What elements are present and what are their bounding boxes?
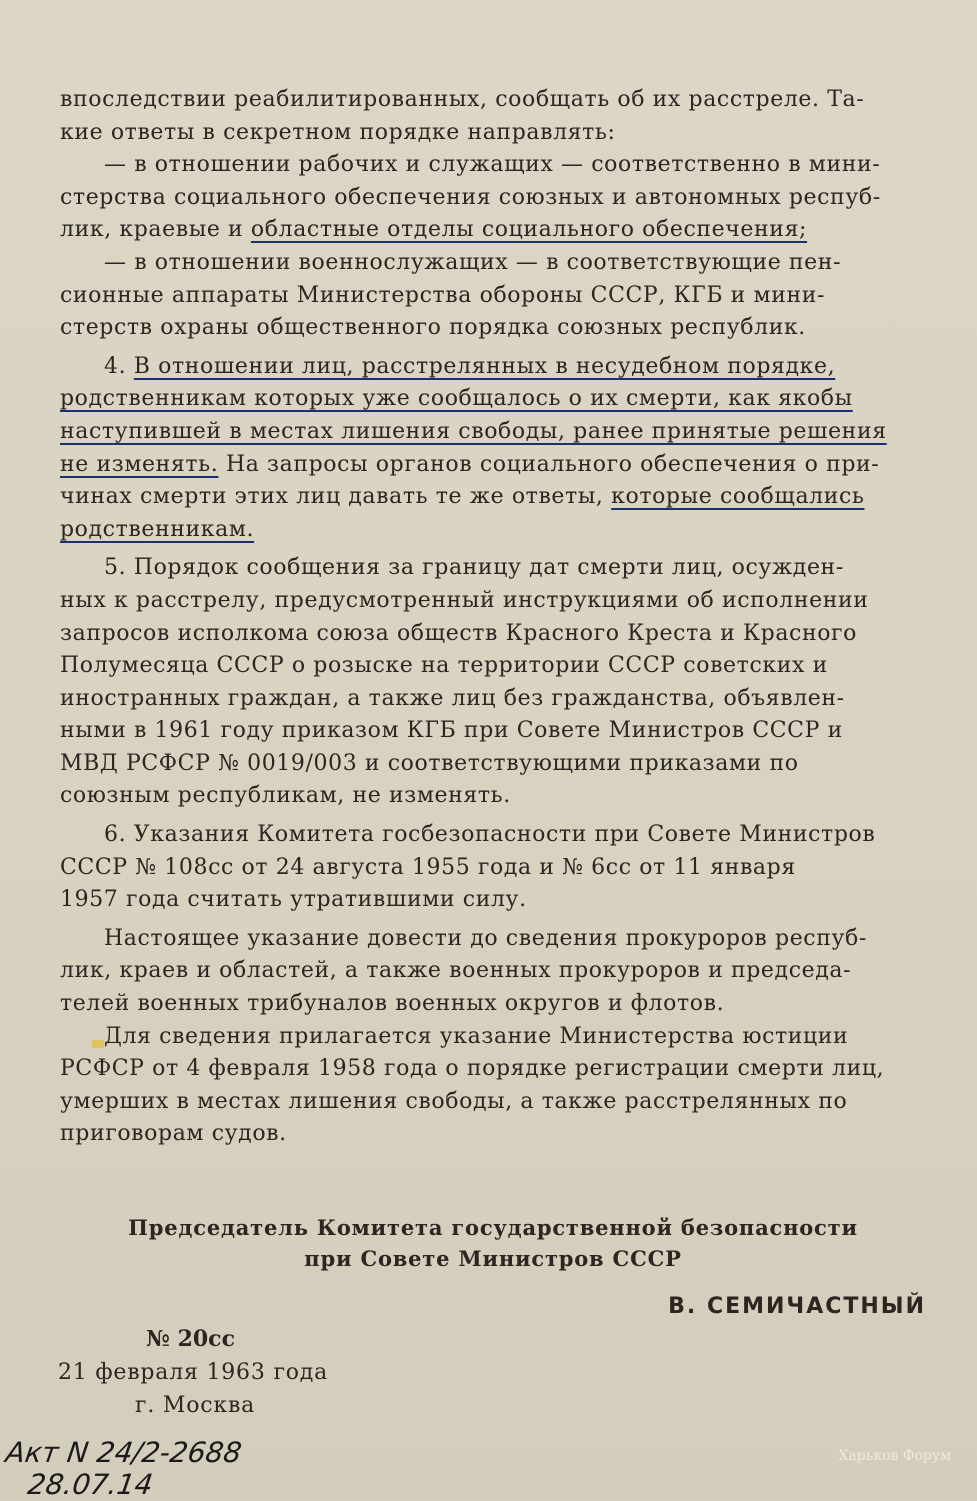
paragraph-7: Настоящее указание довести до сведения прокуроров респуб- лик, краев и областей, а также военных прокуроров и председа- телей военных трибуналов военных округов и флотов. <box>60 925 867 1017</box>
document-city: г. Москва <box>135 1393 256 1418</box>
signatory-name: В. СЕМИЧАСТНЫЙ <box>668 1294 926 1319</box>
document-body <box>60 84 926 1151</box>
underlined-text: родственникам которых уже сообщалось о их смерти, как якобы <box>60 386 853 412</box>
underlined-text: которые сообщались <box>611 484 865 510</box>
underlined-text: наступившей в местах лишения свободы, ранее принятые решения <box>60 418 887 444</box>
signatory-title: Председатель Комитета государственной безопасности при Совете Министров СССР <box>128 1215 858 1271</box>
paragraph-4: 4. В отношении лиц, расстрелянных в несудебном порядке, родственникам которых уже сообщалось о их смерти, как якобы наступившей в местах лишения свободы, ранее принятые решения не изменять. На запросы органов социального обеспечения о при- чинах смерти этих лиц давать те же ответы, которые сообщались родственникам. <box>60 353 887 542</box>
paragraph-military: — в отношении военнослужащих — в соответствующие пен- сионные аппараты Министерства обороны СССР, КГБ и мини- стерств охраны общественного порядка союзных республик. <box>60 249 842 341</box>
handwritten-note: Акт N 24/2-2688 <box>3 1436 244 1469</box>
paragraph-8: Для сведения прилагается указание Министерства юстиции РСФСР от 4 февраля 1958 года о порядке регистрации смерти лиц, умерших в местах лишения свободы, а также расстрелянных по приговорам судов. <box>60 1023 885 1147</box>
paragraph-6: 6. Указания Комитета госбезопасности при Совете Министров СССР № 108сс от 24 августа 1955 года и № 6сс от 11 января 1957 года считать утратившими силу. <box>60 822 876 913</box>
paragraph-workers: — в отношении рабочих и служащих — соответственно в мини- стерства социального обеспечения союзных и автономных респуб- лик, краевые и областные отделы социального обеспечения; <box>60 152 881 243</box>
underlined-text: родственникам. <box>60 516 255 542</box>
paragraph-5: 5. Порядок сообщения за границу дат смерти лиц, осужден- ных к расстрелу, предусмотренный инструкциями об исполнении запросов исполкома союза обществ Красного Креста и Красного Полумесяца СССР о розыске на территории СССР советских и иностранных граждан, а также лиц без гражданства, объявлен- ными в 1961 году приказом КГБ при Совете Министров СССР и МВД РСФСР № 0019/003 и соответствующими приказами по союзным республикам, не изменять. <box>60 555 869 809</box>
underlined-text: В отношении лиц, расстрелянных в несудебном порядке, <box>133 353 836 379</box>
watermark: Харьков Форум <box>838 1448 951 1464</box>
document-date: 21 февраля 1963 года <box>58 1360 329 1385</box>
document-number: № 20сс <box>146 1326 235 1352</box>
handwritten-date: 28.07.14 <box>25 1468 156 1501</box>
highlighter-mark <box>92 1040 104 1048</box>
underlined-text: областные отделы социального обеспечения; <box>250 217 808 243</box>
underlined-text: не изменять. <box>60 451 219 477</box>
paragraph-intro: впоследствии реабилитированных, сообщать об их расстреле. Та- кие ответы в секретном порядке направлять: <box>60 87 865 145</box>
